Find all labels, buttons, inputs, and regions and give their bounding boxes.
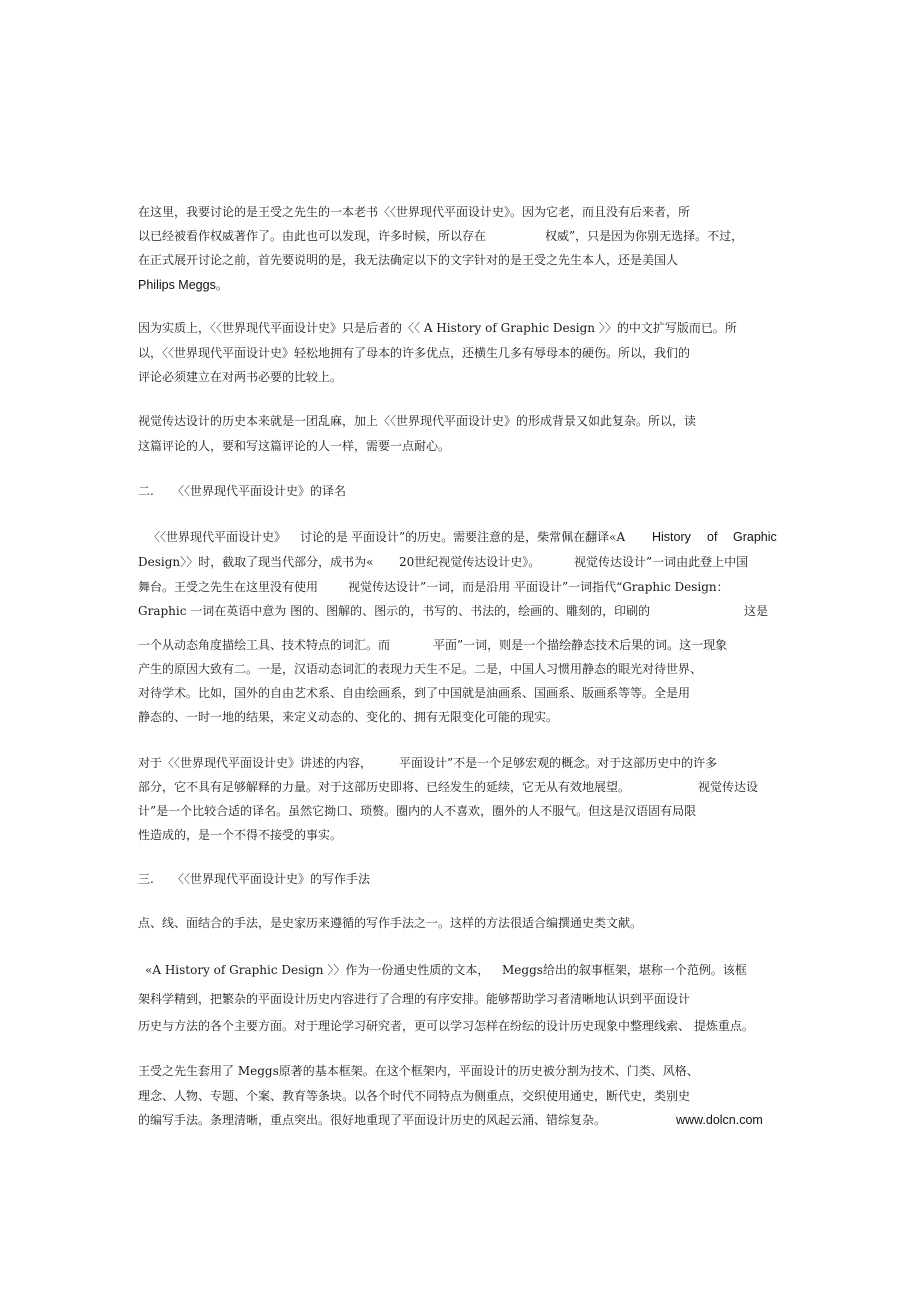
text-line-segment: 三. [138,872,154,886]
text-line-segment: Design〉〉时，截取了现当代部分，成书为« [138,555,374,569]
text-line-segment: 计”是一个比较合适的译名。虽然它拗口、琐赘。圈内的人不喜欢，圈外的人不服气。但这是汉语固有局限 [138,804,697,818]
text-line-segment: 评论必须建立在对两书必要的比较上。 [138,370,343,384]
text-line-segment: 舞台。王受之先生在这里没有使用 [138,580,319,594]
text-line-segment: 以，〈〈世界现代平面设计史》轻松地拥有了母本的许多优点，还横生几多有辱母本的硬伤。所以，我们的 [138,346,691,360]
text-line-segment: of [707,530,718,544]
text-line-segment: 平面设计”不是一个足够宏观的概念。对于这部历史中的许多 [399,756,718,770]
text-line-segment: 在正式展开讨论之前，首先要说明的是，我无法确定以下的文字针对的是王受之先生本人，还是美国人 [138,253,679,267]
text-line-segment: 一个从动态角度描绘工具、技术特点的词汇。而 [138,638,391,652]
text-line-segment: 这是 [744,604,769,618]
text-line-segment: 架科学精到，把繁杂的平面设计历史内容进行了合理的有序安排。能够帮助学习者清晰地认识到平面设计 [138,992,691,1006]
text-line-segment: 王受之先生套用了 Meggs原著的基本框架。在这个框架内，平面设计的历史被分割为技术、门类、风格、 [138,1064,699,1078]
text-line-segment: 对待学术。比如，国外的自由艺术系、自由绘画系，到了中国就是油画系、国画系、版画系等等。全是用 [138,686,691,700]
text-line-segment: 〈〈世界现代平面设计史》 [148,530,287,544]
text-line-segment: 〈〈世界现代平面设计史》的写作手法 [172,872,371,886]
text-line-segment: 静态的、一时一地的结果，来定义动态的、变化的、拥有无限变化可能的现实。 [138,710,559,724]
text-line-segment: 因为实质上，〈〈世界现代平面设计史》只是后者的〈〈 A History of Graphic Design 〉〉的中文扩写版而已。所 [138,321,737,335]
text-line-segment: 二. [138,484,154,498]
text-line-segment: Meggs给出的叙事框架，堪称一个范例。该框 [502,963,747,977]
text-line-segment: «A History of Graphic Design 〉〉作为一份通史性质的文本， [145,963,490,977]
text-line-segment: 权威”，只是因为你别无选择。不过， [545,229,744,243]
text-line-segment: 平面”一词，则是一个描绘静态技术后果的词。这一现象 [433,638,728,652]
text-line-segment: Graphic [733,530,777,544]
text-line-segment: 视觉传达设计”一词，而是沿用 平面设计”一词指代“Graphic Design： [348,580,729,594]
text-line-segment: History [652,530,691,544]
text-line-segment: 〈〈世界现代平面设计史》的译名 [172,484,347,498]
text-line-segment: 以已经被看作权威著作了。由此也可以发现，许多时候，所以存在 [138,229,487,243]
text-line-segment: 视觉传达设计”一词由此登上中国 [574,555,749,569]
text-line-segment: 视觉传达设 [698,780,759,794]
text-line-segment: Philips Meggs。 [138,278,229,292]
source-watermark-text: www.dolcn.com [676,1113,763,1127]
text-line-segment: 对于〈〈世界现代平面设计史》讲述的内容， [138,756,373,770]
text-line-segment: 产生的原因大致有二。一是，汉语动态词汇的表现力天生不足。二是，中国人习惯用静态的眼光对待世界、 [138,662,703,676]
text-line-segment: 平面设计”的历史。需要注意的是，柴常佩在翻译«A [351,530,626,544]
text-line-segment: 在这里，我要讨论的是王受之先生的一本老书〈〈世界现代平面设计史》。因为它老，而且没有后来者，所 [138,205,691,219]
text-line-segment: 的编写手法。条理清晰，重点突出。很好地重现了平面设计历史的风起云涌、错综复杂。 [138,1113,607,1127]
text-line-segment: Graphic 一词在英语中意为 图的、图解的、图示的，书写的、书法的，绘画的、雕刻的，印刷的 [138,604,651,618]
text-line-segment: 理念、人物、专题、个案、教育等条块。以各个时代不同特点为侧重点，交织使用通史，断代史，类别史 [138,1089,691,1103]
text-line-segment: 这篇评论的人，要和写这篇评论的人一样，需要一点耐心。 [138,439,451,453]
text-line-segment: 历史与方法的各个主要方面。对于理论学习研究者，更可以学习怎样在纷纭的设计历史现象中整理线索、 提炼重点。 [138,1019,754,1033]
text-line-segment: 讨论的是 [300,530,349,544]
text-line-segment: 20世纪视觉传达设计史》。 [399,555,541,569]
text-line-segment: 视觉传达设计的历史本来就是一团乱麻，加上〈〈世界现代平面设计史》的形成背景又如此复杂。所以，读 [138,414,697,428]
text-line-segment: 部分，它不具有足够解释的力量。对于这部历史即将、已经发生的延续，它无从有效地展望。 [138,780,631,794]
text-line-segment: 点、线、面结合的手法，是史家历来遵循的写作手法之一。这样的方法很适合编撰通史类文献。 [138,916,643,930]
text-line-segment: 性造成的，是一个不得不接受的事实。 [138,828,343,842]
